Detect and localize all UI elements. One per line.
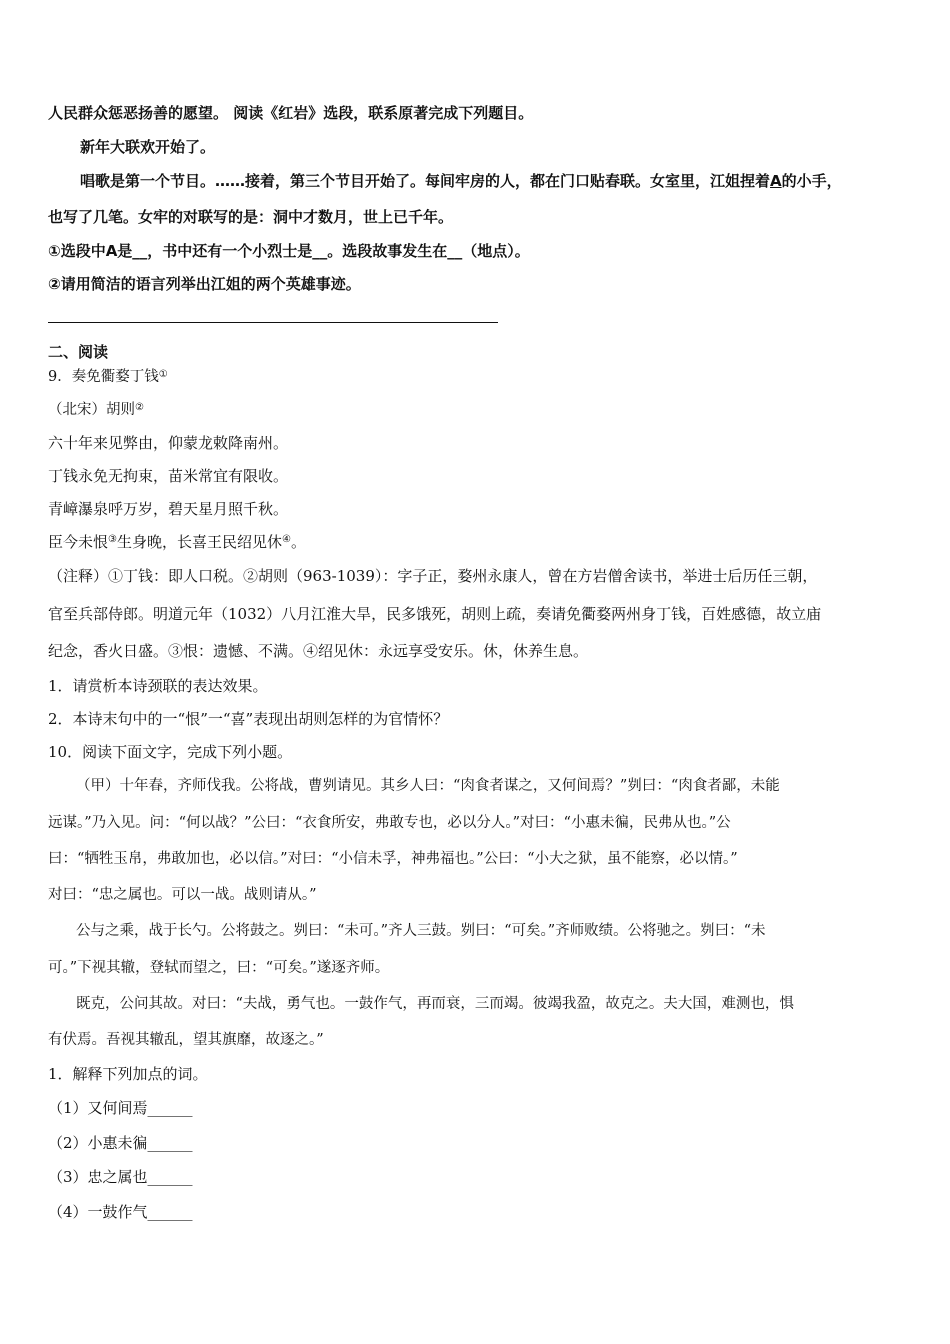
question-10-1: 1．解释下列加点的词。	[48, 1065, 208, 1083]
passage-line: 远谋。”乃入见。问：“何以战？”公曰：“衣食所安，弗敢专也，必以分人。”对曰：“小惠未徧，民弗从也。”公	[48, 815, 731, 831]
section-heading: 二、阅读	[48, 343, 109, 361]
question-9-1: 1．请赏析本诗颈联的表达效果。	[48, 677, 268, 695]
passage-line: 既克，公问其故。对曰：“夫战，勇气也。一鼓作气，再而衰，三而竭。彼竭我盈，故克之。夫大国，难测也，惧	[76, 996, 794, 1012]
poem-author: （北宋）胡则②	[48, 402, 144, 418]
passage-line: 曰：“牺牲玉帛，弗敢加也，必以信。”对曰：“小信未孚，神弗福也。”公曰：“小大之狱，虽不能察，必以情。”	[48, 851, 738, 867]
note-line: 官至兵部侍郎。明道元年（1032）八月江淮大旱，民多饿死，胡则上疏，奏请免衢婺两州身丁钱，百姓感德，故立庙	[48, 605, 822, 623]
note-line: （注释）①丁钱：即人口税。②胡则（963-1039）：字子正，婺州永康人，曾在方岩僧舍读书，举进士后历任三朝，	[48, 567, 818, 585]
passage-line: 可。”下视其辙，登轼而望之，曰：“可矣。”遂逐齐师。	[48, 960, 390, 976]
question-9-2: 2．本诗末句中的一“恨”一“喜”表现出胡则怎样的为官情怀？	[48, 710, 449, 728]
poem-line: 丁钱永免无拘束，苗米常宜有限收。	[48, 467, 289, 485]
fill-item: （1）又何间焉______	[48, 1099, 193, 1117]
question-10-title: 10．阅读下面文字，完成下列小题。	[48, 743, 293, 761]
poem-line: 臣今未恨③生身晚，长喜王民绍见休④。	[48, 533, 306, 551]
blank-a: A	[770, 172, 782, 190]
question-2: ②请用简洁的语言列举出江姐的两个英雄事迹。	[48, 275, 361, 293]
note-line: 纪念，香火日盛。③恨：遗憾、不满。④绍见休：永远享受安乐。休，休养生息。	[48, 642, 589, 660]
fill-item: （2）小惠未徧______	[48, 1134, 193, 1152]
intro-line: 人民群众惩恶扬善的愿望。 阅读《红岩》选段，联系原著完成下列题目。	[48, 104, 534, 122]
fill-item: （4）一鼓作气______	[48, 1203, 193, 1221]
passage-line: 公与之乘，战于长勺。公将鼓之。刿曰：“未可。”齐人三鼓。刿曰：“可矣。”齐师败绩。公将驰之。刿曰：“未	[76, 923, 766, 939]
excerpt-line-1: 新年大联欢开始了。	[80, 138, 216, 156]
excerpt-line-2: 唱歌是第一个节目。……接着，第三个节目开始了。每间牢房的人，都在门口贴春联。女室里，江姐捏着A的小手，	[80, 172, 842, 190]
answer-line	[48, 322, 498, 323]
passage-line: 对曰：“忠之属也。可以一战。战则请从。”	[48, 887, 317, 903]
poem-title: 9．奏免衢婺丁钱①	[48, 369, 168, 385]
poem-line: 青嶂瀑泉呼万岁，碧天星月照千秋。	[48, 500, 289, 518]
fill-item: （3）忠之属也______	[48, 1168, 193, 1186]
excerpt-line-3: 也写了几笔。女牢的对联写的是：洞中才数月，世上已千年。	[48, 208, 454, 226]
passage-line: 有伏焉。吾视其辙乱，望其旗靡，故逐之。”	[48, 1032, 324, 1048]
poem-line: 六十年来见弊由，仰蒙龙敕降南州。	[48, 434, 289, 452]
passage-line: （甲）十年春，齐师伐我。公将战，曹刿请见。其乡人曰：“肉食者谋之，又何间焉？”刿曰：“肉食者鄙，未能	[76, 778, 780, 794]
question-1: ①选段中A是__，书中还有一个小烈士是__。选段故事发生在__（地点）。	[48, 242, 530, 260]
